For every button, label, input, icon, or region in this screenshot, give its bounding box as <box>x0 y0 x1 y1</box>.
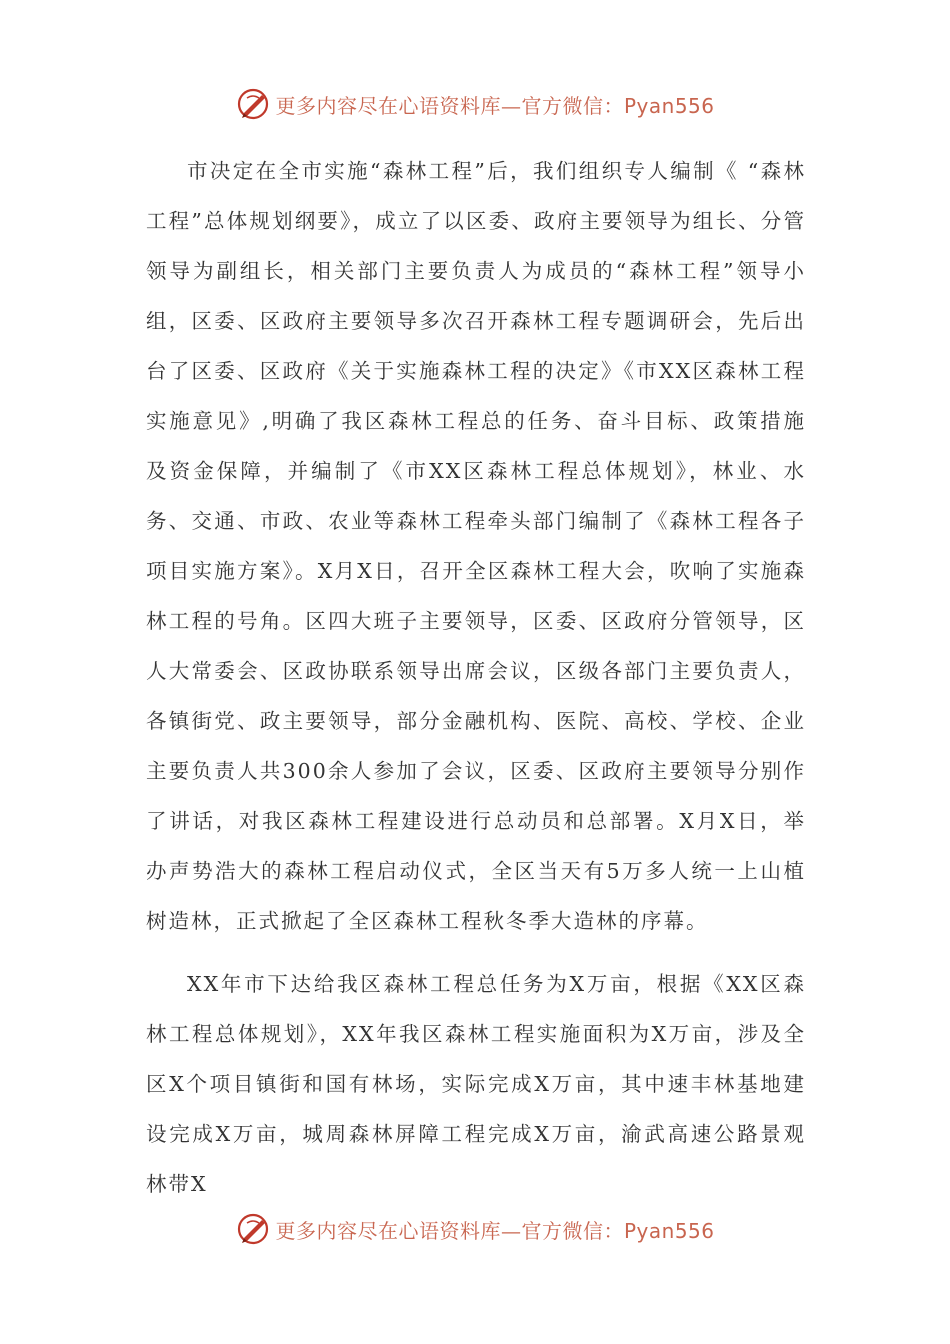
watermark-text: 更多内容尽在心语资料库—官方微信：Pyan556 <box>275 1218 715 1243</box>
watermark-banner-bottom <box>0 1209 950 1249</box>
paragraph: XX年市下达给我区森林工程总任务为X万亩，根据《XX区森林工程总体规划》，XX年我区森林工程实施面积为X万亩，涉及全区X个项目镇街和国有林场，实际完成X万亩，其中速丰林基地建设完成X万亩，城周森林屏障工程完成X万亩，渝武高速公路景观林带X <box>146 972 806 1196</box>
document-body <box>146 146 806 1209</box>
watermark-text: 更多内容尽在心语资料库—官方微信：Pyan556 <box>275 93 715 118</box>
watermark-banner-top <box>0 84 950 124</box>
pen-logo-icon <box>235 86 271 122</box>
paragraph: 市决定在全市实施“森林工程”后，我们组织专人编制《 “森林工程”总体规划纲要》，成立了以区委、政府主要领导为组长、分管领导为副组长，相关部门主要负责人为成员的“森林工程”领导小组，区委、区政府主要领导多次召开森林工程专题调研会，先后出台了区委、区政府《关于实施森林工程的决定》《市XX区森林工程实施意见》,明确了我区森林工程总的任务、奋斗目标、政策措施及资金保障，并编制了《市XX区森林工程总体规划》，林业、水务、交通、市政、农业等森林工程牵头部门编制了《森林工程各子项目实施方案》。X月X日，召开全区森林工程大会，吹响了实施森林工程的号角。区四大班子主要领导，区委、区政府分管领导，区人大常委会、区政协联系领导出席会议，区级各部门主要负责人，各镇街党、政主要领导，部分金融机构、医院、高校、学校、企业主要负责人共300余人参加了会议，区委、区政府主要领导分别作了讲话，对我区森林工程建设进行总动员和总部署。X月X日，举办声势浩大的森林工程启动仪式，全区当天有5万多人统一上山植树造林，正式掀起了全区森林工程秋冬季大造林的序幕。 <box>146 159 806 933</box>
pen-logo-icon <box>235 1211 271 1247</box>
